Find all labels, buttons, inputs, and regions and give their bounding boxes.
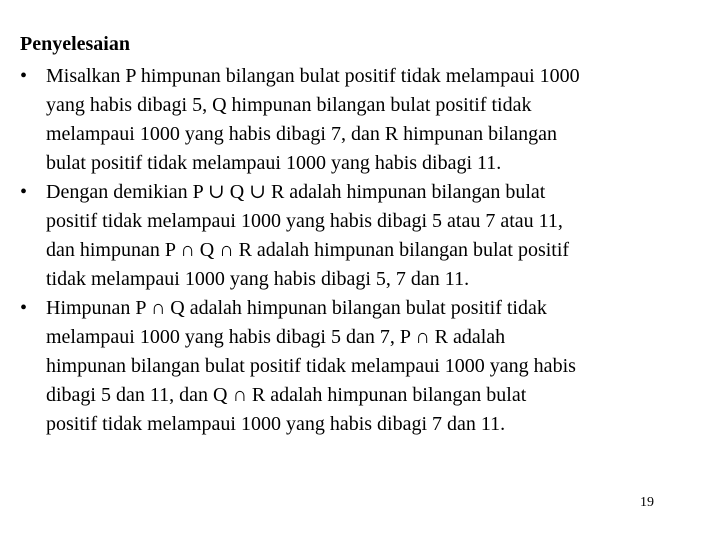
bullet-item	[20, 294, 700, 439]
bullet-icon: •	[20, 65, 28, 87]
bullet-line: positif tidak melampaui 1000 yang habis dibagi 7 dan 11.	[46, 413, 506, 435]
bullet-line: tidak melampaui 1000 yang habis dibagi 5, 7 dan 11.	[46, 268, 470, 290]
bullet-icon: •	[20, 181, 28, 203]
bullet-item	[20, 178, 700, 294]
bullet-line: dibagi 5 dan 11, dan Q ∩ R adalah himpunan bilangan bulat	[46, 384, 527, 406]
bullet-item	[20, 62, 700, 178]
bullet-line: Himpunan P ∩ Q adalah himpunan bilangan bulat positif tidak	[46, 297, 547, 319]
bullet-line: yang habis dibagi 5, Q himpunan bilangan bulat positif tidak	[46, 94, 532, 116]
page-number: 19	[640, 495, 654, 510]
bullet-line: Dengan demikian P ∪ Q ∪ R adalah himpunan bilangan bulat	[46, 181, 546, 203]
bullet-line: dan himpunan P ∩ Q ∩ R adalah himpunan bilangan bulat positif	[46, 239, 570, 261]
bullet-icon: •	[20, 297, 28, 319]
bullet-line: himpunan bilangan bulat positif tidak melampaui 1000 yang habis	[46, 355, 576, 377]
bullet-line: Misalkan P himpunan bilangan bulat positif tidak melampaui 1000	[46, 65, 580, 87]
bullet-line: bulat positif tidak melampaui 1000 yang habis dibagi 11.	[46, 152, 502, 174]
slide-title: Penyelesaian	[20, 33, 130, 55]
bullet-line: melampaui 1000 yang habis dibagi 5 dan 7, P ∩ R adalah	[46, 326, 506, 348]
bullet-line: melampaui 1000 yang habis dibagi 7, dan R himpunan bilangan	[46, 123, 558, 145]
bullet-line: positif tidak melampaui 1000 yang habis dibagi 5 atau 7 atau 11,	[46, 210, 563, 232]
bullet-list	[20, 62, 700, 439]
